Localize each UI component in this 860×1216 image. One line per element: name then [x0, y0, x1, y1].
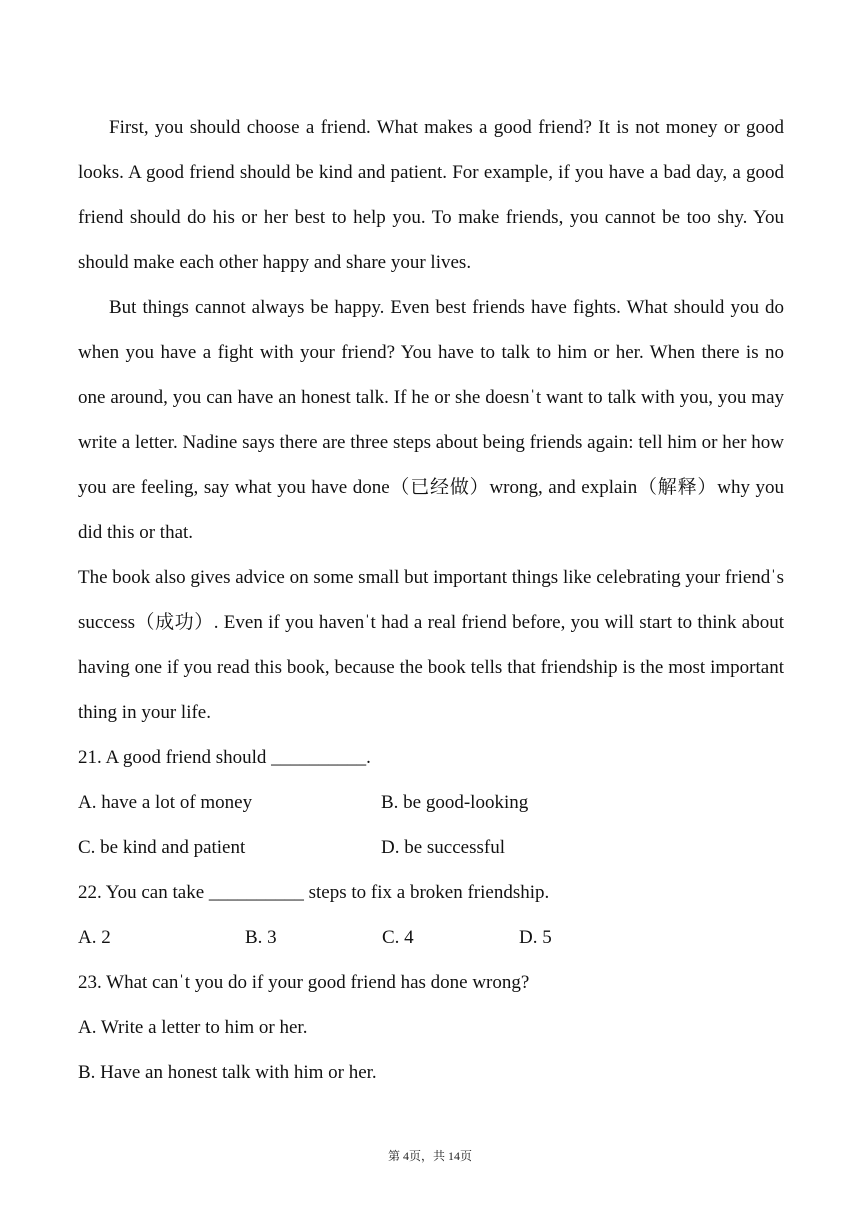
question-22-option-c: C. 4	[382, 927, 414, 948]
question-21-option-c: C. be kind and patient	[78, 837, 246, 858]
passage-paragraph-3: The book also gives advice on some small but important things like celebrating your friendˈs success（成功）. Even if you havenˈt had a real friend before, you will start to think about having one if you read this book, because the book tells that friendship is the most important thing in your life.	[78, 567, 785, 723]
question-23-stem: 23. What canˈt you do if your good friend has done wrong?	[78, 972, 530, 993]
question-21-option-b: B. be good-looking	[381, 792, 529, 813]
question-22-stem: 22. You can take __________ steps to fix a broken friendship.	[78, 882, 550, 903]
question-23-option-a: A. Write a letter to him or her.	[78, 1017, 308, 1038]
passage-paragraph-2: But things cannot always be happy. Even best friends have fights. What should you do when you have a fight with your friend? You have to talk to him or her. When there is no one around, you can have an honest talk. If he or she doesnˈt want to talk with you, you may write a letter. Nadine says there are three steps about being friends again: tell him or her how you are feeling, say what you have done（已经做）wrong, and explain（解释）why you did this or that.	[78, 297, 784, 543]
question-22-option-a: A. 2	[78, 927, 111, 948]
question-21-option-d: D. be successful	[381, 837, 505, 858]
question-21-options	[78, 780, 784, 870]
question-22-option-d: D. 5	[519, 927, 552, 948]
question-22-options	[78, 915, 784, 960]
question-22-option-b: B. 3	[245, 927, 277, 948]
question-23-option-b: B. Have an honest talk with him or her.	[78, 1062, 377, 1083]
page-footer: 第 4页，共 14页	[387, 1149, 472, 1163]
page-content	[78, 105, 784, 1095]
question-21-stem: 21. A good friend should __________.	[78, 747, 371, 768]
passage-paragraph-1: First, you should choose a friend. What makes a good friend? It is not money or good looks. A good friend should be kind and patient. For example, if you have a bad day, a good friend should do his or her best to help you. To make friends, you cannot be too shy. You should make each other happy and share your lives.	[78, 117, 784, 273]
question-21-option-a: A. have a lot of money	[78, 792, 253, 813]
